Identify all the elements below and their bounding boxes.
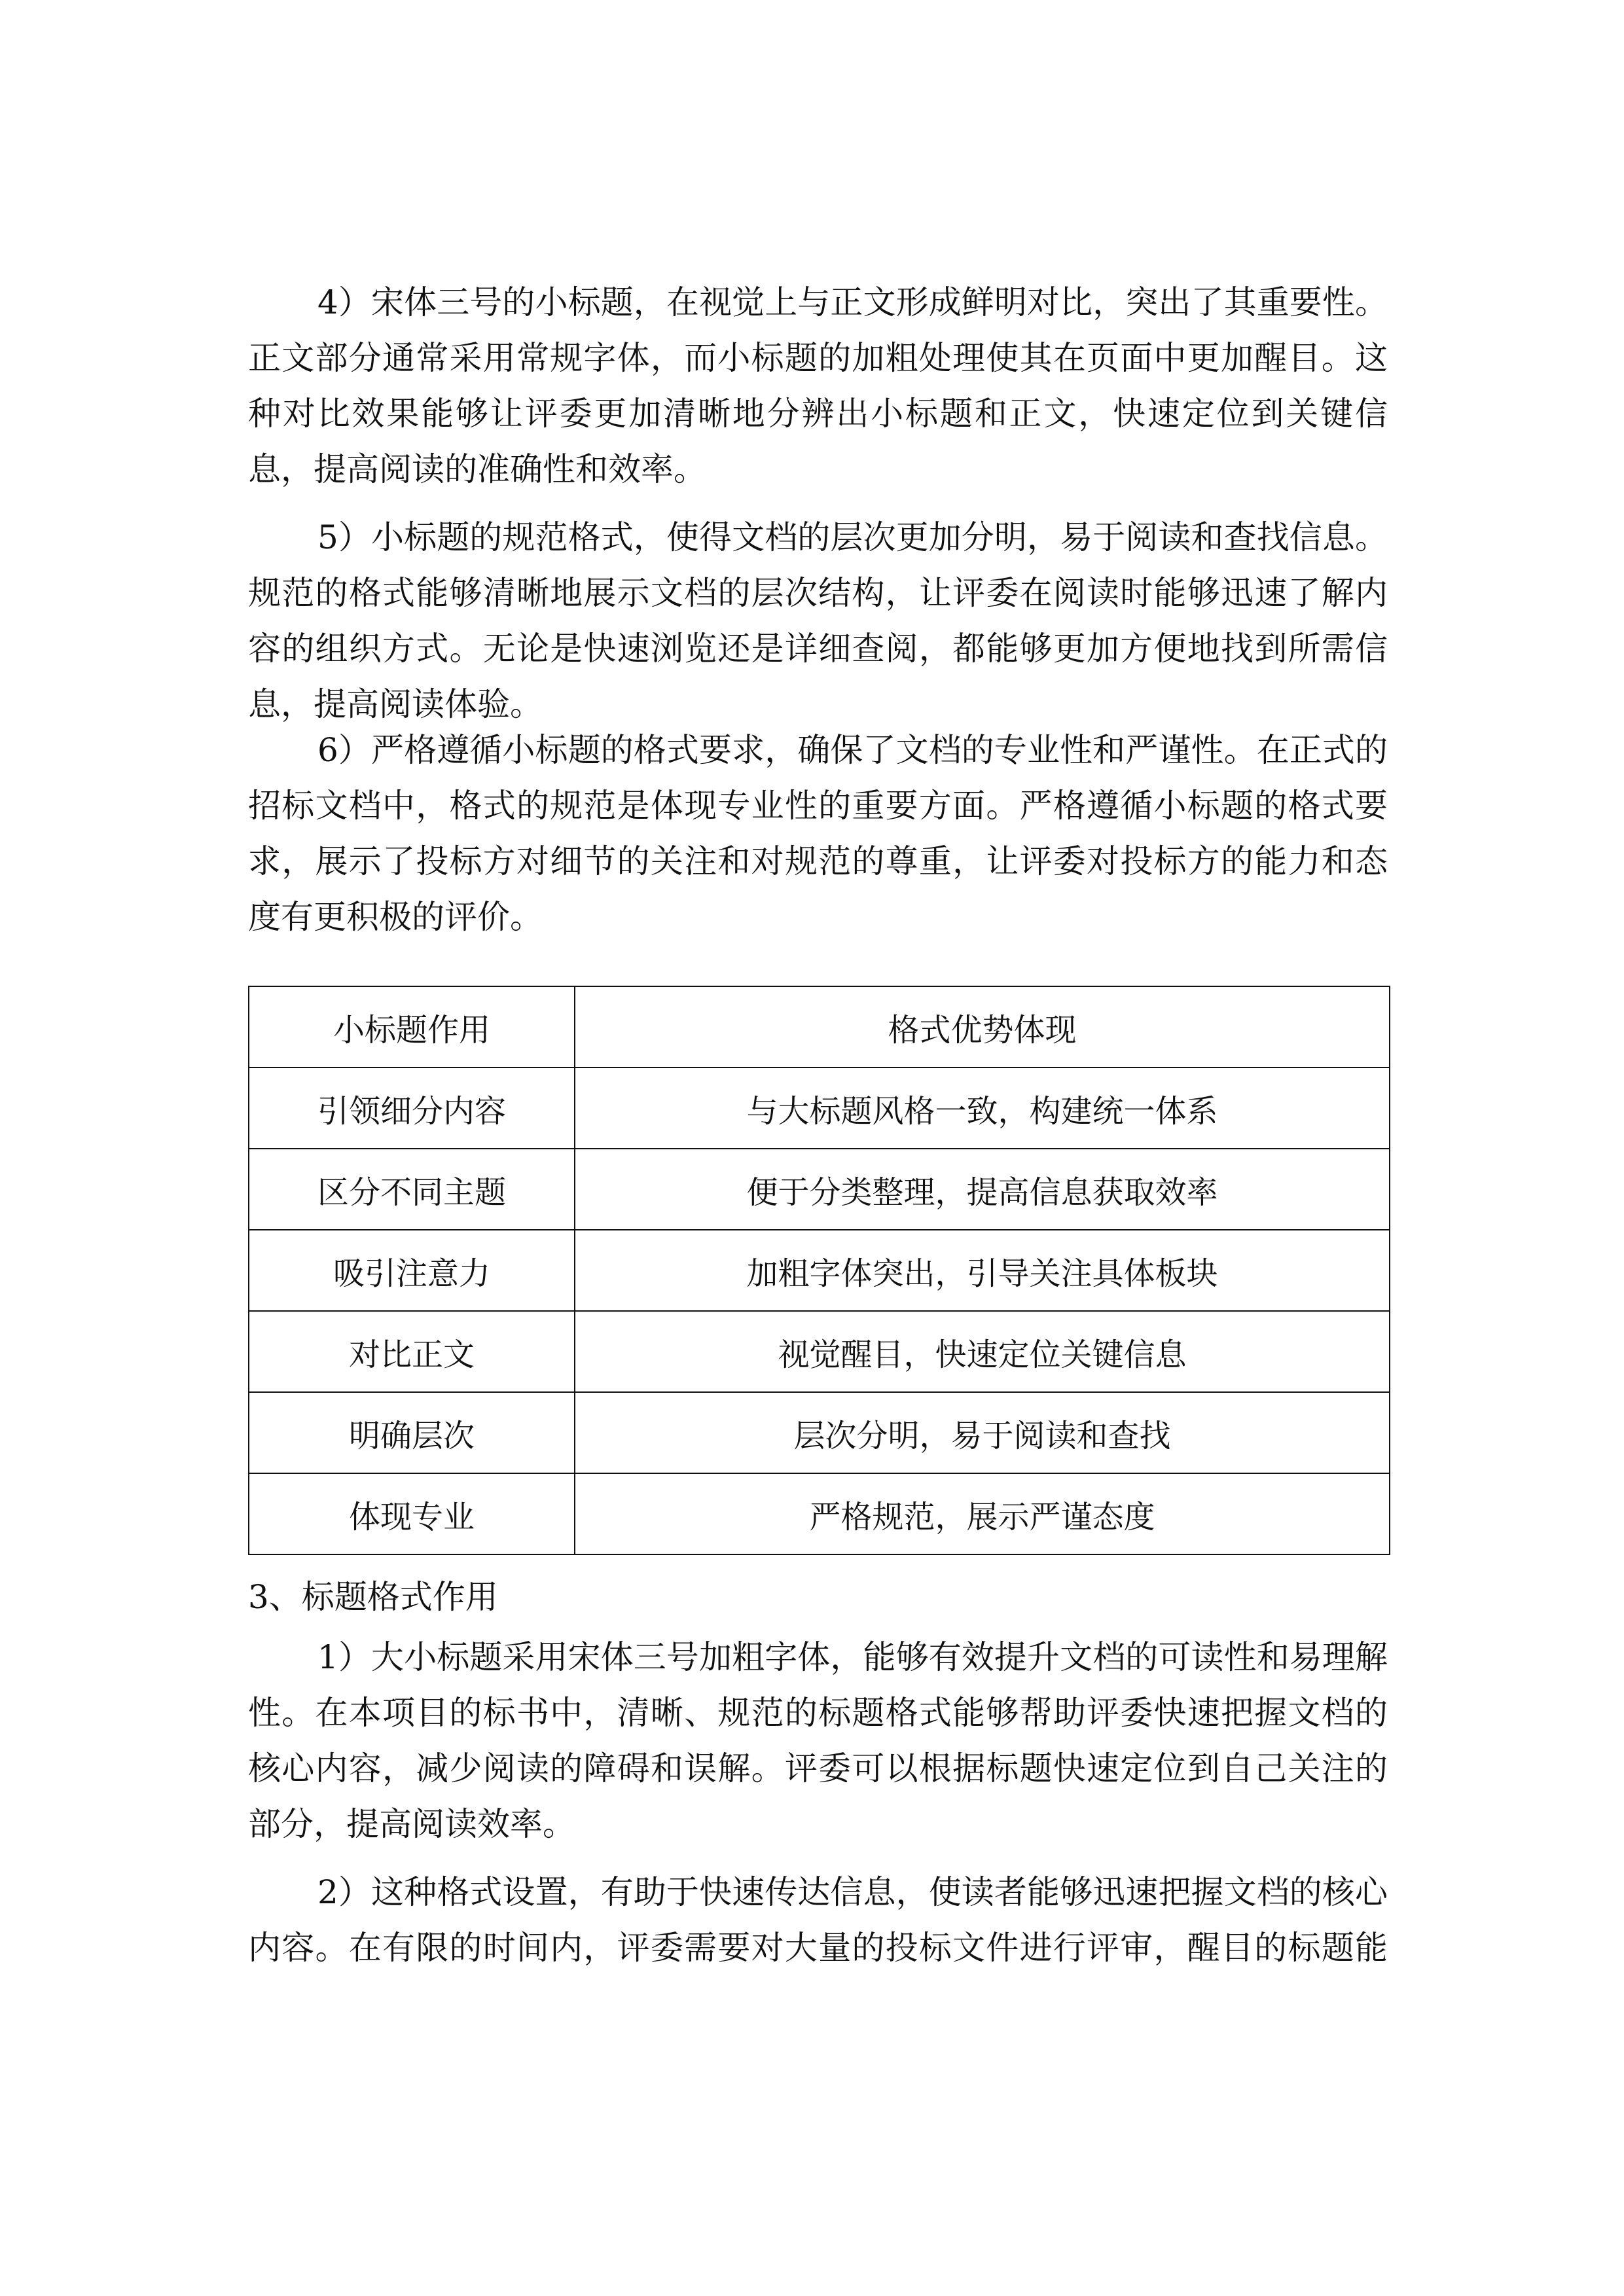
table-row (249, 1067, 1390, 1149)
table-row (249, 1392, 1390, 1473)
text-line: 规范的格式能够清晰地展示文档的层次结构，让评委在阅读时能够迅速了解内 (248, 574, 1388, 612)
text-line: 4）宋体三号的小标题，在视觉上与正文形成鲜明对比，突出了其重要性。 (317, 283, 1388, 321)
text-line: 5）小标题的规范格式，使得文档的层次更加分明，易于阅读和查找信息。 (317, 518, 1388, 556)
text-line: 正文部分通常采用常规字体，而小标题的加粗处理使其在页面中更加醒目。这 (248, 339, 1388, 377)
table-cell: 对比正文 (249, 1311, 575, 1392)
text-line: 度有更积极的评价。 (248, 898, 543, 936)
section-heading: 3、标题格式作用 (248, 1578, 498, 1616)
table-row (249, 1311, 1390, 1392)
table-cell: 引领细分内容 (249, 1067, 575, 1149)
text-line: 招标文档中，格式的规范是体现专业性的重要方面。严格遵循小标题的格式要 (248, 787, 1388, 825)
text-line: 种对比效果能够让评委更加清晰地分辨出小标题和正文，快速定位到关键信 (248, 395, 1388, 433)
paragraph-1 (248, 1630, 1388, 1852)
table-cell: 严格规范，展示严谨态度 (575, 1473, 1390, 1554)
table-header-row (249, 986, 1390, 1067)
text-line: 内容。在有限的时间内，评委需要对大量的投标文件进行评审，醒目的标题能 (248, 1929, 1388, 1967)
table-cell: 与大标题风格一致，构建统一体系 (575, 1067, 1390, 1149)
paragraph-2 (248, 1865, 1388, 1976)
table-cell: 便于分类整理，提高信息获取效率 (575, 1149, 1390, 1230)
table-cell: 区分不同主题 (249, 1149, 575, 1230)
text-line: 1）大小标题采用宋体三号加粗字体，能够有效提升文档的可读性和易理解 (317, 1638, 1388, 1676)
table-cell: 视觉醒目，快速定位关键信息 (575, 1311, 1390, 1392)
text-line: 息，提高阅读体验。 (248, 685, 543, 723)
paragraph-6 (248, 723, 1388, 945)
text-line: 容的组织方式。无论是快速浏览还是详细查阅，都能够更加方便地找到所需信 (248, 630, 1388, 668)
table-row (249, 1230, 1390, 1311)
text-line: 2）这种格式设置，有助于快速传达信息，使读者能够迅速把握文档的核心 (317, 1873, 1388, 1911)
table-header-cell: 格式优势体现 (575, 986, 1390, 1067)
table-header-cell: 小标题作用 (249, 986, 575, 1067)
text-line: 核心内容，减少阅读的障碍和误解。评委可以根据标题快速定位到自己关注的 (248, 1749, 1388, 1787)
text-line: 求，展示了投标方对细节的关注和对规范的尊重，让评委对投标方的能力和态 (248, 842, 1388, 880)
paragraph-4 (248, 275, 1388, 497)
table-cell: 吸引注意力 (249, 1230, 575, 1311)
table-cell: 体现专业 (249, 1473, 575, 1554)
text-line: 性。在本项目的标书中，清晰、规范的标题格式能够帮助评委快速把握文档的 (248, 1694, 1388, 1732)
paragraph-5 (248, 510, 1388, 732)
table-row (249, 1149, 1390, 1230)
subheading-role-table (248, 986, 1390, 1555)
table-cell: 层次分明，易于阅读和查找 (575, 1392, 1390, 1473)
text-line: 部分，提高阅读效率。 (248, 1805, 575, 1843)
text-line: 6）严格遵循小标题的格式要求，确保了文档的专业性和严谨性。在正式的 (317, 731, 1388, 769)
table-row (249, 1473, 1390, 1554)
table-cell: 加粗字体突出，引导关注具体板块 (575, 1230, 1390, 1311)
text-line: 息，提高阅读的准确性和效率。 (248, 450, 706, 488)
table-cell: 明确层次 (249, 1392, 575, 1473)
